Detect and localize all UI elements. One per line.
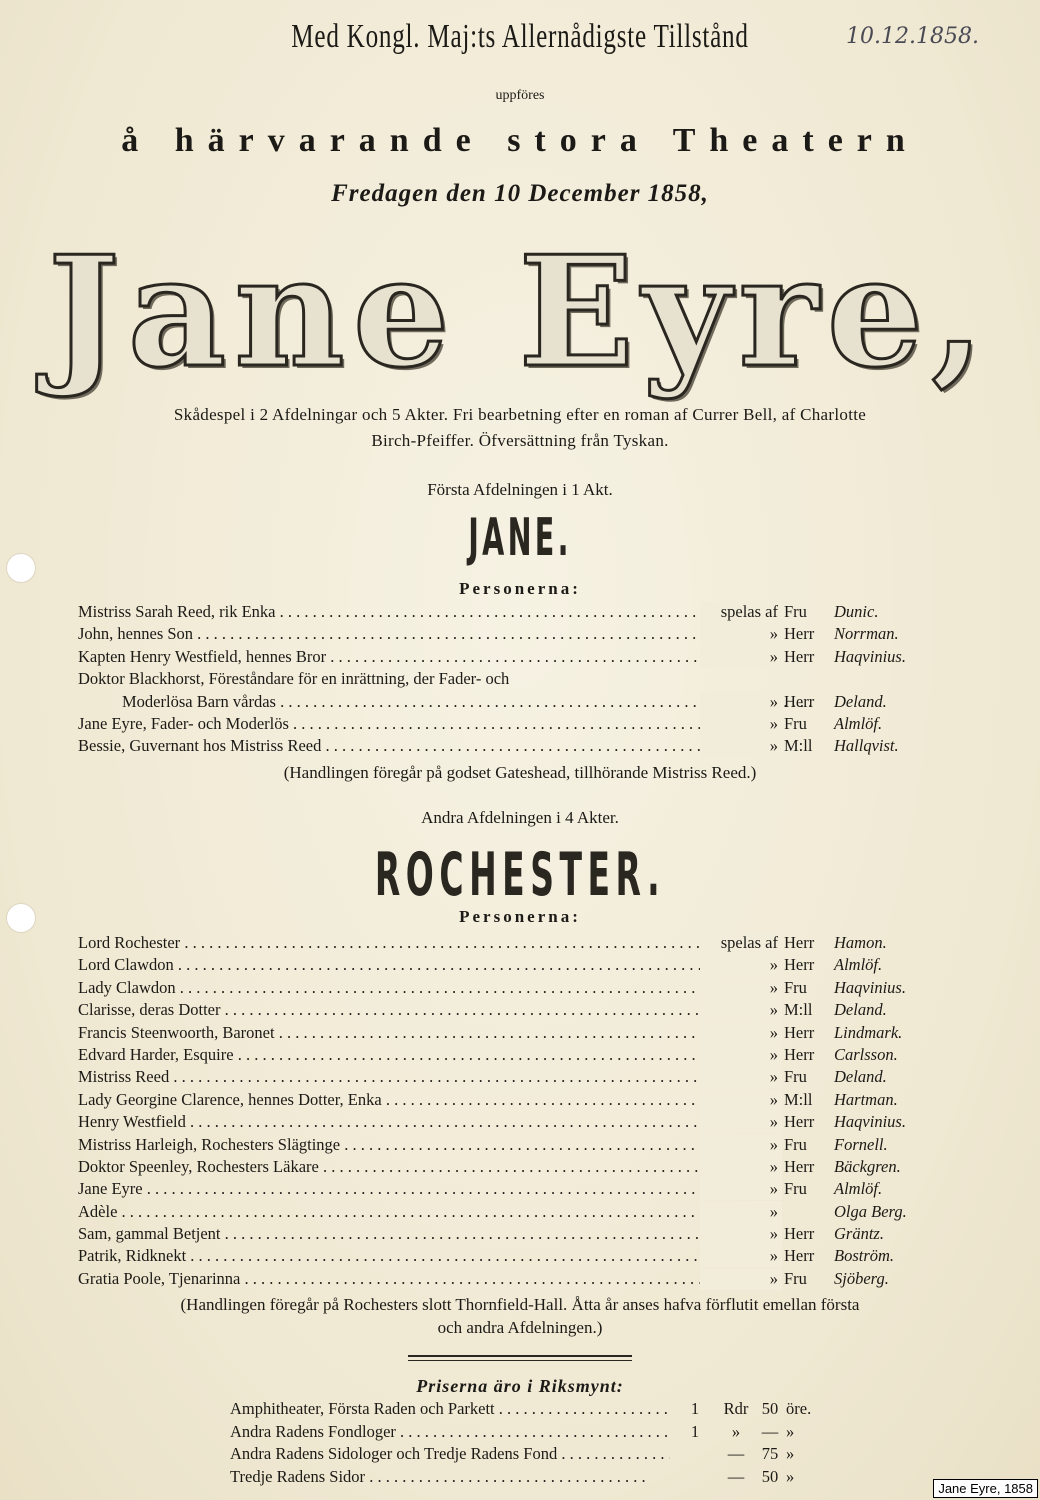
actor-title: Herr bbox=[784, 691, 815, 711]
cast-row bbox=[78, 646, 958, 668]
price-rdr: 1 bbox=[690, 1399, 700, 1418]
price-unit: — bbox=[727, 1466, 745, 1486]
played-by: » bbox=[700, 1111, 782, 1133]
role-name: Doktor Blackhorst, Föreståndare för en inrättning, der Fader- och bbox=[78, 669, 510, 689]
description-line: Birch-Pfeiffer. Öfversättning från Tyskan. bbox=[371, 431, 669, 450]
played-by: » bbox=[700, 691, 782, 713]
actor-name: Olga Berg. bbox=[834, 1201, 907, 1221]
cast-row bbox=[78, 1201, 958, 1223]
cast-row bbox=[78, 691, 958, 713]
role-name: Clarisse, deras Dotter . . . bbox=[78, 999, 770, 1021]
cast-row bbox=[78, 999, 958, 1021]
played-by: spelas af bbox=[700, 932, 782, 954]
played-by: » bbox=[700, 1223, 782, 1245]
price-ore: 50 bbox=[761, 1399, 779, 1418]
actor-name: Deland. bbox=[834, 1067, 887, 1087]
performed-line: uppföres bbox=[495, 88, 545, 103]
part2-heading: Andra Afdelningen i 4 Akter. bbox=[421, 808, 619, 827]
price-ore: 75 bbox=[761, 1444, 779, 1464]
cast-row bbox=[78, 1111, 958, 1133]
role-name: Edvard Harder, Esquire . . . bbox=[78, 1044, 770, 1066]
played-by: » bbox=[700, 999, 782, 1021]
price-row bbox=[230, 1443, 810, 1466]
role-name: Jane Eyre, Fader- och Moderlös . . . bbox=[78, 713, 770, 735]
actor-title: Fru bbox=[784, 1268, 807, 1288]
price-ore: — bbox=[761, 1421, 779, 1441]
role-name: Patrik, Ridknekt . . . bbox=[78, 1245, 770, 1267]
cast-row bbox=[78, 1134, 958, 1156]
actor-name: Sjöberg. bbox=[834, 1268, 889, 1288]
actor-title: Fru bbox=[784, 602, 807, 621]
actor-name: Hallqvist. bbox=[834, 736, 899, 756]
royal-permission-line: Med Kongl. Maj:ts Allernådigste Tillstånd bbox=[291, 18, 749, 55]
actor-title: Herr bbox=[784, 1224, 815, 1244]
actor-title: Herr bbox=[784, 933, 815, 952]
actor-title: Fru bbox=[784, 1067, 807, 1087]
actor-title: Fru bbox=[784, 977, 807, 997]
role-name: Lord Rochester . . . bbox=[78, 932, 770, 954]
actor-name: Almlöf. bbox=[834, 955, 883, 975]
role-name: Henry Westfield . . . bbox=[78, 1111, 770, 1133]
played-by: spelas af bbox=[700, 601, 782, 623]
price-unit: Rdr bbox=[723, 1399, 749, 1418]
role-name: Doktor Speenley, Rochesters Läkare . . . bbox=[78, 1156, 770, 1178]
played-by: » bbox=[700, 623, 782, 645]
image-caption: Jane Eyre, 1858 bbox=[933, 1479, 1038, 1498]
actor-name: Hartman. bbox=[834, 1089, 898, 1109]
actor-name: Norrman. bbox=[834, 624, 899, 644]
price-rdr: 1 bbox=[690, 1421, 700, 1441]
actor-name: Boström. bbox=[834, 1246, 895, 1266]
price-suffix: » bbox=[786, 1466, 795, 1486]
price-suffix: » bbox=[786, 1421, 795, 1441]
part2-title: ROCHESTER. bbox=[374, 840, 666, 910]
price-unit: — bbox=[727, 1444, 745, 1464]
cast-row bbox=[78, 954, 958, 976]
actor-title: Herr bbox=[784, 1112, 815, 1132]
cast-row bbox=[78, 1022, 958, 1044]
role-name: Moderlösa Barn vårdas . . . bbox=[78, 691, 814, 713]
seat-section: Andra Radens Fondloger . . . bbox=[230, 1421, 670, 1443]
play-title: Jane Eyre, bbox=[47, 222, 993, 401]
cast-row bbox=[78, 1178, 958, 1200]
cast-row bbox=[78, 713, 958, 735]
actor-name: Carlsson. bbox=[834, 1044, 898, 1064]
cast-row bbox=[78, 1066, 958, 1088]
actor-name: Haqvinius. bbox=[834, 646, 906, 666]
played-by: » bbox=[700, 1245, 782, 1267]
seat-section: Tredje Radens Sidor . . . bbox=[230, 1466, 670, 1488]
role-name: Bessie, Guvernant hos Mistriss Reed . . . bbox=[78, 735, 770, 757]
play-description bbox=[0, 402, 1040, 454]
actor-name: Lindmark. bbox=[834, 1022, 903, 1042]
role-name: Lord Clawdon . . . bbox=[78, 954, 770, 976]
date-line: Fredagen den 10 December 1858, bbox=[331, 180, 709, 207]
actor-title: Herr bbox=[784, 955, 815, 975]
cast-row bbox=[78, 1268, 958, 1290]
theatre-line: å härvarande stora Theatern bbox=[121, 122, 919, 159]
part1-setting-note: (Handlingen föregår på godset Gateshead, tillhörande Mistriss Reed.) bbox=[283, 763, 757, 782]
actor-title: Herr bbox=[784, 1246, 815, 1266]
actor-name: Gräntz. bbox=[834, 1224, 884, 1244]
actor-title: Herr bbox=[784, 1044, 815, 1064]
price-row bbox=[230, 1398, 810, 1421]
played-by: » bbox=[700, 1022, 782, 1044]
actor-title: Herr bbox=[784, 1022, 815, 1042]
cast-row bbox=[78, 601, 958, 623]
played-by: » bbox=[700, 1134, 782, 1156]
role-name: Mistriss Reed . . . bbox=[78, 1066, 770, 1088]
price-ore: 50 bbox=[761, 1466, 779, 1486]
played-by: » bbox=[700, 735, 782, 757]
played-by: » bbox=[700, 713, 782, 735]
actor-title: Herr bbox=[784, 646, 815, 666]
actor-title: M:ll bbox=[784, 1000, 813, 1020]
cast-row bbox=[78, 1223, 958, 1245]
role-name: Mistriss Sarah Reed, rik Enka . . . bbox=[78, 601, 770, 623]
price-row bbox=[230, 1421, 810, 1444]
role-name: Mistriss Harleigh, Rochesters Slägtinge . . . bbox=[78, 1134, 770, 1156]
price-unit: » bbox=[731, 1421, 741, 1441]
actor-title: Fru bbox=[784, 1179, 807, 1199]
description-line: Skådespel i 2 Afdelningar och 5 Akter. Fri bearbetning efter en roman af Currer Bell, af Charlotte bbox=[173, 405, 867, 424]
role-name: John, hennes Son . . . bbox=[78, 623, 770, 645]
actor-title: Herr bbox=[784, 624, 815, 644]
part1-cast-list bbox=[78, 601, 958, 758]
played-by: » bbox=[700, 646, 782, 668]
actor-title: Fru bbox=[784, 713, 807, 733]
actor-name: Almlöf. bbox=[834, 713, 883, 733]
cast-row bbox=[78, 668, 958, 690]
role-name: Gratia Poole, Tjenarinna . . . bbox=[78, 1268, 770, 1290]
played-by: » bbox=[700, 1066, 782, 1088]
note-line: och andra Afdelningen.) bbox=[437, 1318, 603, 1337]
actor-name: Deland. bbox=[834, 691, 887, 711]
actor-title: Herr bbox=[784, 1156, 815, 1176]
actor-name: Deland. bbox=[834, 1000, 887, 1020]
actor-name: Haqvinius. bbox=[834, 1112, 906, 1132]
played-by: » bbox=[700, 1044, 782, 1066]
actor-title: M:ll bbox=[784, 736, 813, 756]
actor-name: Dunic. bbox=[834, 602, 879, 621]
part1-title: JANE. bbox=[468, 508, 572, 568]
played-by: » bbox=[700, 977, 782, 999]
divider-rule bbox=[408, 1355, 632, 1357]
cast-row bbox=[78, 932, 958, 954]
actor-name: Almlöf. bbox=[834, 1179, 883, 1199]
price-list bbox=[230, 1398, 810, 1488]
part2-cast-list bbox=[78, 932, 958, 1290]
played-by: » bbox=[700, 1201, 782, 1223]
prices-heading: Priserna äro i Riksmynt: bbox=[416, 1376, 624, 1396]
seat-section: Andra Radens Sidologer och Tredje Radens Fond . . . bbox=[230, 1443, 670, 1465]
part2-setting-note bbox=[0, 1293, 1040, 1339]
actor-title: M:ll bbox=[784, 1089, 813, 1109]
divider-rule bbox=[408, 1360, 632, 1361]
role-name: Lady Georgine Clarence, hennes Dotter, Enka . . . bbox=[78, 1089, 770, 1111]
cast-row bbox=[78, 623, 958, 645]
actor-name: Hamon. bbox=[834, 933, 887, 952]
handwritten-date: 10.12.1858. bbox=[846, 24, 979, 49]
role-name: Adèle . . . bbox=[78, 1201, 770, 1223]
role-name: Lady Clawdon . . . bbox=[78, 977, 770, 999]
actor-name: Bäckgren. bbox=[834, 1156, 901, 1176]
cast-row bbox=[78, 977, 958, 999]
played-by: » bbox=[700, 1089, 782, 1111]
role-name: Francis Steenwoorth, Baronet . . . bbox=[78, 1022, 770, 1044]
seat-section: Amphitheater, Första Raden och Parkett . . . bbox=[230, 1398, 670, 1420]
actor-name: Haqvinius. bbox=[834, 977, 906, 997]
role-name: Kapten Henry Westfield, hennes Bror . . . bbox=[78, 646, 770, 668]
price-suffix: » bbox=[786, 1444, 795, 1464]
price-row bbox=[230, 1466, 810, 1489]
played-by: » bbox=[700, 954, 782, 976]
cast-row bbox=[78, 1156, 958, 1178]
played-by: » bbox=[700, 1178, 782, 1200]
cast-row bbox=[78, 735, 958, 757]
part1-heading: Första Afdelningen i 1 Akt. bbox=[427, 480, 613, 499]
actor-title: Fru bbox=[784, 1134, 807, 1154]
role-name: Jane Eyre . . . bbox=[78, 1178, 770, 1200]
played-by: » bbox=[700, 1268, 782, 1290]
played-by: » bbox=[700, 1156, 782, 1178]
actor-name: Fornell. bbox=[834, 1134, 888, 1154]
part1-personae-heading: Personerna: bbox=[459, 579, 581, 598]
cast-row bbox=[78, 1089, 958, 1111]
role-name: Sam, gammal Betjent . . . bbox=[78, 1223, 770, 1245]
note-line: (Handlingen föregår på Rochesters slott Thornfield-Hall. Åtta år anses hafva förflutit emellan första bbox=[180, 1295, 860, 1314]
cast-row bbox=[78, 1044, 958, 1066]
cast-row bbox=[78, 1245, 958, 1267]
part2-personae-heading: Personerna: bbox=[459, 907, 581, 926]
price-suffix: öre. bbox=[786, 1399, 812, 1418]
